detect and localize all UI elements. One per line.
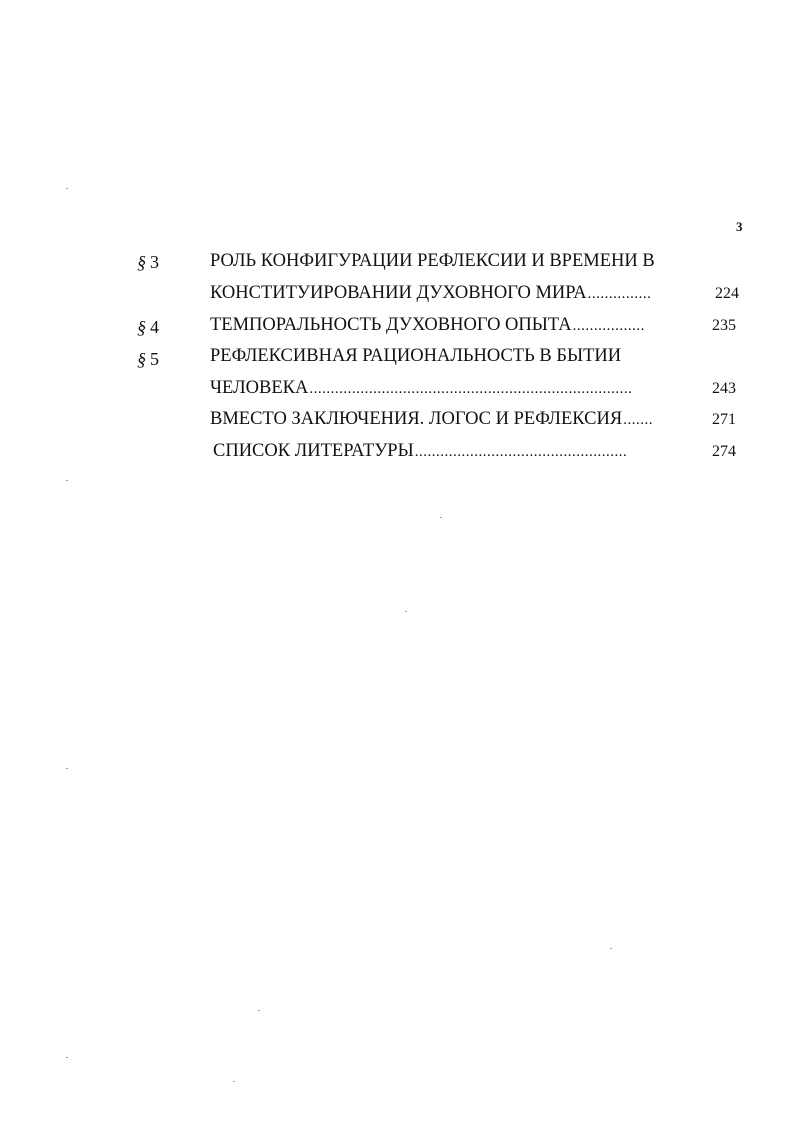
toc-entry-s4 xyxy=(210,311,736,339)
dot-leader: ................. xyxy=(572,318,645,334)
toc-entry-bibliography xyxy=(213,437,736,465)
dot-leader: .................................................. xyxy=(414,444,628,460)
section-marker-4 xyxy=(137,313,159,341)
section-sign: § xyxy=(137,317,146,337)
toc-page-number: 274 xyxy=(712,443,736,460)
toc-entry-title: ВМЕСТО ЗАКЛЮЧЕНИЯ. ЛОГОС И РЕФЛЕКСИЯ xyxy=(210,409,623,429)
dot-leader: ............................................................................ xyxy=(309,381,633,397)
scan-speck xyxy=(440,517,442,518)
scan-speck xyxy=(66,188,68,189)
scan-speck xyxy=(610,948,612,949)
toc-page-number: 271 xyxy=(712,411,736,428)
toc-entry-s3-line1: РОЛЬ КОНФИГУРАЦИИ РЕФЛЕКСИИ И ВРЕМЕНИ В xyxy=(210,251,655,271)
toc-entry-title: СПИСОК ЛИТЕРАТУРЫ xyxy=(213,441,414,461)
scan-speck xyxy=(66,1057,68,1058)
section-number: 3 xyxy=(150,252,159,272)
toc-entry-title: КОНСТИТУИРОВАНИИ ДУХОВНОГО МИРА xyxy=(210,283,587,303)
section-sign: § xyxy=(137,349,146,369)
section-number: 4 xyxy=(150,317,159,337)
toc-entry-title: ТЕМПОРАЛЬНОСТЬ ДУХОВНОГО ОПЫТА xyxy=(210,315,572,335)
dot-leader: ............... xyxy=(587,286,652,302)
scan-speck xyxy=(66,480,68,481)
scan-speck xyxy=(233,1081,235,1082)
page-number: 3 xyxy=(736,219,743,234)
toc-entry-s5-line2 xyxy=(210,374,736,402)
toc-page-number: 224 xyxy=(715,285,739,302)
scan-speck xyxy=(258,1010,260,1011)
scan-speck xyxy=(66,768,68,769)
section-marker-3 xyxy=(137,248,159,276)
toc-page-number: 235 xyxy=(712,317,736,334)
section-number: 5 xyxy=(150,349,159,369)
scan-speck xyxy=(405,611,407,612)
toc-entry-title: ЧЕЛОВЕКА xyxy=(210,378,309,398)
section-marker-5 xyxy=(137,345,159,373)
dot-leader: ....... xyxy=(623,412,653,428)
section-sign: § xyxy=(137,252,146,272)
toc-entry-s5-line1: РЕФЛЕКСИВНАЯ РАЦИОНАЛЬНОСТЬ В БЫТИИ xyxy=(210,346,622,366)
toc-page-number: 243 xyxy=(712,380,736,397)
toc-entry-s3-line2 xyxy=(210,279,739,307)
toc-entry-conclusion xyxy=(210,405,736,433)
